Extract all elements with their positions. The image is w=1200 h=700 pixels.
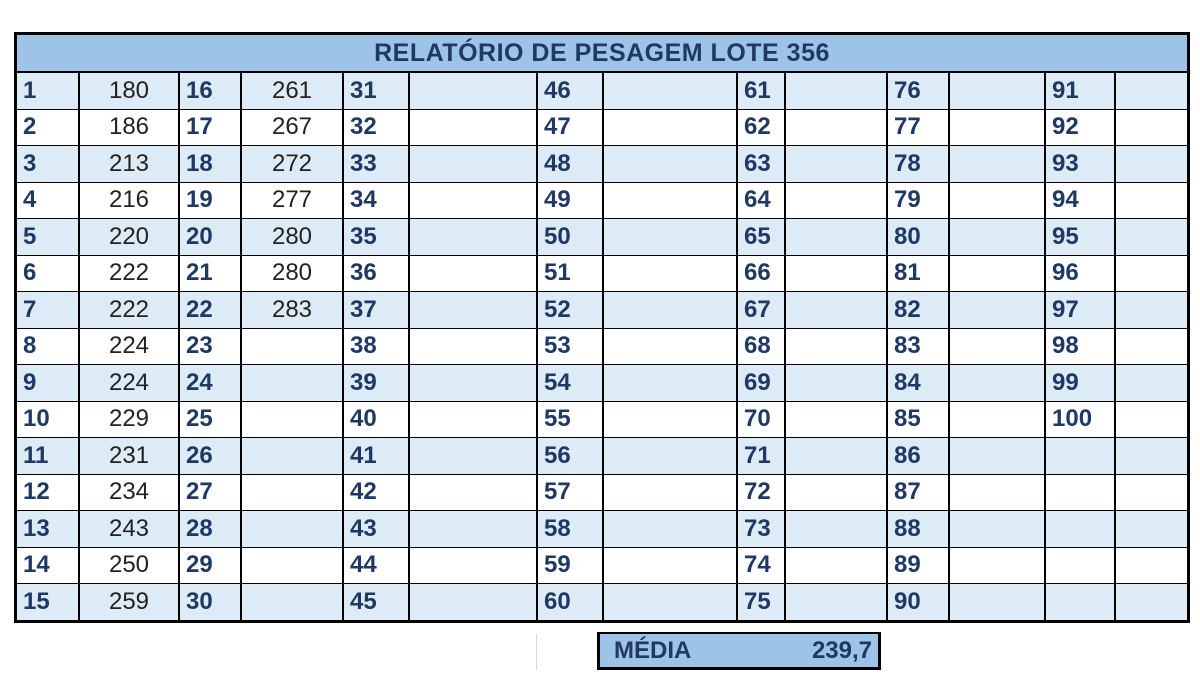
weight-value-cell (1115, 292, 1187, 329)
weight-value-cell (1115, 146, 1187, 183)
animal-number-cell: 93 (1045, 146, 1115, 183)
weight-value-cell (409, 109, 537, 146)
weight-value-cell: 280 (241, 219, 343, 256)
animal-number-cell: 23 (179, 328, 241, 365)
animal-number-cell: 22 (179, 292, 241, 329)
table-row (17, 109, 1187, 146)
weight-value-cell (949, 328, 1045, 365)
animal-number-cell: 61 (737, 73, 785, 109)
weight-value-cell (785, 438, 887, 475)
weight-value-cell: 186 (79, 109, 179, 146)
animal-number-cell: 77 (887, 109, 949, 146)
animal-number-cell: 80 (887, 219, 949, 256)
weight-value-cell (409, 292, 537, 329)
animal-number-cell: 30 (179, 584, 241, 620)
weight-value-cell (785, 219, 887, 256)
weight-value-cell: 259 (79, 584, 179, 620)
weight-value-cell: 261 (241, 73, 343, 109)
weight-value-cell (949, 584, 1045, 620)
average-box (597, 632, 881, 670)
animal-number-cell: 38 (343, 328, 409, 365)
weight-value-cell (241, 511, 343, 548)
animal-number-cell: 95 (1045, 219, 1115, 256)
animal-number-cell: 11 (17, 438, 79, 475)
animal-number-cell (1045, 474, 1115, 511)
weight-value-cell (603, 146, 737, 183)
weight-value-cell: 229 (79, 401, 179, 438)
weight-value-cell (785, 584, 887, 620)
weight-value-cell (1115, 584, 1187, 620)
weight-value-cell (603, 438, 737, 475)
animal-number-cell: 35 (343, 219, 409, 256)
animal-number-cell (1045, 438, 1115, 475)
weight-value-cell (409, 438, 537, 475)
animal-number-cell: 52 (537, 292, 603, 329)
weight-value-cell (1115, 219, 1187, 256)
weight-value-cell (409, 547, 537, 584)
weight-value-cell: 224 (79, 365, 179, 402)
table-row (17, 182, 1187, 219)
weight-value-cell (949, 73, 1045, 109)
animal-number-cell: 45 (343, 584, 409, 620)
animal-number-cell: 60 (537, 584, 603, 620)
weight-value-cell (241, 584, 343, 620)
weight-value-cell: 283 (241, 292, 343, 329)
weight-value-cell (409, 328, 537, 365)
animal-number-cell: 7 (17, 292, 79, 329)
weight-value-cell (603, 73, 737, 109)
weight-value-cell (1115, 365, 1187, 402)
animal-number-cell: 29 (179, 547, 241, 584)
weight-value-cell (949, 219, 1045, 256)
animal-number-cell: 6 (17, 255, 79, 292)
animal-number-cell: 2 (17, 109, 79, 146)
weight-value-cell (409, 182, 537, 219)
animal-number-cell: 83 (887, 328, 949, 365)
weight-value-cell (1115, 511, 1187, 548)
weight-value-cell (949, 511, 1045, 548)
animal-number-cell: 39 (343, 365, 409, 402)
animal-number-cell: 74 (737, 547, 785, 584)
weight-value-cell (1115, 73, 1187, 109)
divider-line (536, 634, 537, 670)
animal-number-cell: 46 (537, 73, 603, 109)
animal-number-cell: 67 (737, 292, 785, 329)
animal-number-cell: 54 (537, 365, 603, 402)
animal-number-cell: 59 (537, 547, 603, 584)
weight-value-cell: 280 (241, 255, 343, 292)
weight-value-cell (603, 401, 737, 438)
table-row (17, 365, 1187, 402)
animal-number-cell: 27 (179, 474, 241, 511)
animal-number-cell: 97 (1045, 292, 1115, 329)
weight-value-cell (1115, 109, 1187, 146)
animal-number-cell: 31 (343, 73, 409, 109)
weight-value-cell (785, 401, 887, 438)
weighing-report-sheet (14, 32, 1190, 623)
weight-value-cell (785, 292, 887, 329)
weight-value-cell (409, 474, 537, 511)
weight-value-cell (949, 292, 1045, 329)
animal-number-cell: 88 (887, 511, 949, 548)
animal-number-cell: 71 (737, 438, 785, 475)
animal-number-cell: 40 (343, 401, 409, 438)
weight-value-cell (1115, 401, 1187, 438)
animal-number-cell: 42 (343, 474, 409, 511)
weight-value-cell (603, 182, 737, 219)
animal-number-cell: 18 (179, 146, 241, 183)
weight-value-cell (1115, 474, 1187, 511)
animal-number-cell: 19 (179, 182, 241, 219)
animal-number-cell: 14 (17, 547, 79, 584)
weight-value-cell (409, 146, 537, 183)
animal-number-cell: 5 (17, 219, 79, 256)
weight-value-cell (409, 401, 537, 438)
weight-value-cell (785, 547, 887, 584)
weight-value-cell (785, 255, 887, 292)
table-row (17, 474, 1187, 511)
animal-number-cell: 17 (179, 109, 241, 146)
table-row (17, 146, 1187, 183)
weight-value-cell: 243 (79, 511, 179, 548)
animal-number-cell: 66 (737, 255, 785, 292)
table-row (17, 438, 1187, 475)
animal-number-cell: 99 (1045, 365, 1115, 402)
weighing-table (17, 73, 1187, 620)
animal-number-cell: 49 (537, 182, 603, 219)
weight-value-cell (785, 146, 887, 183)
animal-number-cell: 69 (737, 365, 785, 402)
animal-number-cell: 9 (17, 365, 79, 402)
animal-number-cell: 41 (343, 438, 409, 475)
animal-number-cell (1045, 584, 1115, 620)
weight-value-cell: 267 (241, 109, 343, 146)
table-row (17, 401, 1187, 438)
weight-value-cell (241, 547, 343, 584)
weight-value-cell (785, 365, 887, 402)
animal-number-cell: 48 (537, 146, 603, 183)
weight-value-cell: 213 (79, 146, 179, 183)
weight-value-cell (603, 365, 737, 402)
animal-number-cell: 26 (179, 438, 241, 475)
table-row (17, 511, 1187, 548)
animal-number-cell: 62 (737, 109, 785, 146)
weight-value-cell (1115, 182, 1187, 219)
animal-number-cell: 85 (887, 401, 949, 438)
weight-value-cell (241, 438, 343, 475)
animal-number-cell: 91 (1045, 73, 1115, 109)
animal-number-cell: 55 (537, 401, 603, 438)
weight-value-cell: 220 (79, 219, 179, 256)
table-row (17, 547, 1187, 584)
animal-number-cell: 72 (737, 474, 785, 511)
animal-number-cell: 100 (1045, 401, 1115, 438)
average-label: MÉDIA (614, 636, 692, 664)
weight-value-cell (785, 474, 887, 511)
animal-number-cell: 75 (737, 584, 785, 620)
animal-number-cell: 76 (887, 73, 949, 109)
animal-number-cell: 24 (179, 365, 241, 402)
animal-number-cell: 43 (343, 511, 409, 548)
weight-value-cell (785, 328, 887, 365)
table-row (17, 292, 1187, 329)
animal-number-cell: 36 (343, 255, 409, 292)
weight-value-cell (241, 474, 343, 511)
weight-value-cell (949, 146, 1045, 183)
animal-number-cell: 16 (179, 73, 241, 109)
animal-number-cell: 28 (179, 511, 241, 548)
table-row (17, 219, 1187, 256)
weight-value-cell (1115, 438, 1187, 475)
weight-value-cell (785, 73, 887, 109)
weight-value-cell (603, 255, 737, 292)
animal-number-cell (1045, 511, 1115, 548)
weight-value-cell: 222 (79, 255, 179, 292)
animal-number-cell: 63 (737, 146, 785, 183)
weight-value-cell: 231 (79, 438, 179, 475)
weight-value-cell: 234 (79, 474, 179, 511)
animal-number-cell: 10 (17, 401, 79, 438)
animal-number-cell: 65 (737, 219, 785, 256)
animal-number-cell: 84 (887, 365, 949, 402)
table-row (17, 584, 1187, 620)
weight-value-cell (409, 255, 537, 292)
animal-number-cell: 25 (179, 401, 241, 438)
weight-value-cell: 180 (79, 73, 179, 109)
animal-number-cell: 92 (1045, 109, 1115, 146)
weight-value-cell (949, 182, 1045, 219)
animal-number-cell: 70 (737, 401, 785, 438)
animal-number-cell: 12 (17, 474, 79, 511)
weight-value-cell (949, 109, 1045, 146)
animal-number-cell: 82 (887, 292, 949, 329)
animal-number-cell: 15 (17, 584, 79, 620)
weight-value-cell: 222 (79, 292, 179, 329)
animal-number-cell: 21 (179, 255, 241, 292)
weight-value-cell (785, 109, 887, 146)
table-row (17, 328, 1187, 365)
animal-number-cell: 58 (537, 511, 603, 548)
animal-number-cell: 73 (737, 511, 785, 548)
animal-number-cell: 78 (887, 146, 949, 183)
animal-number-cell: 57 (537, 474, 603, 511)
animal-number-cell: 33 (343, 146, 409, 183)
animal-number-cell: 32 (343, 109, 409, 146)
weight-value-cell (241, 365, 343, 402)
animal-number-cell: 86 (887, 438, 949, 475)
animal-number-cell (1045, 547, 1115, 584)
animal-number-cell: 89 (887, 547, 949, 584)
weight-value-cell (409, 73, 537, 109)
weight-value-cell (1115, 255, 1187, 292)
animal-number-cell: 50 (537, 219, 603, 256)
weight-value-cell (241, 328, 343, 365)
animal-number-cell: 34 (343, 182, 409, 219)
table-row (17, 255, 1187, 292)
animal-number-cell: 8 (17, 328, 79, 365)
animal-number-cell: 68 (737, 328, 785, 365)
weight-value-cell (603, 547, 737, 584)
animal-number-cell: 87 (887, 474, 949, 511)
average-value: 239,7 (811, 636, 872, 664)
table-row (17, 73, 1187, 109)
weight-value-cell (603, 219, 737, 256)
weight-value-cell (409, 584, 537, 620)
weight-value-cell (1115, 328, 1187, 365)
animal-number-cell: 1 (17, 73, 79, 109)
weight-value-cell: 272 (241, 146, 343, 183)
weight-value-cell (949, 365, 1045, 402)
weight-value-cell (603, 292, 737, 329)
weight-value-cell (603, 328, 737, 365)
weight-value-cell (603, 584, 737, 620)
weight-value-cell (409, 365, 537, 402)
weight-value-cell (949, 547, 1045, 584)
animal-number-cell: 20 (179, 219, 241, 256)
weight-value-cell (785, 182, 887, 219)
weight-value-cell (949, 474, 1045, 511)
animal-number-cell: 98 (1045, 328, 1115, 365)
weight-value-cell (409, 511, 537, 548)
report-title: RELATÓRIO DE PESAGEM LOTE 356 (17, 35, 1187, 73)
animal-number-cell: 44 (343, 547, 409, 584)
weight-value-cell (603, 109, 737, 146)
animal-number-cell: 90 (887, 584, 949, 620)
weight-value-cell (603, 474, 737, 511)
animal-number-cell: 37 (343, 292, 409, 329)
weight-value-cell (1115, 547, 1187, 584)
weight-value-cell (949, 438, 1045, 475)
animal-number-cell: 79 (887, 182, 949, 219)
animal-number-cell: 53 (537, 328, 603, 365)
weight-value-cell (409, 219, 537, 256)
weight-value-cell (949, 255, 1045, 292)
animal-number-cell: 13 (17, 511, 79, 548)
weight-value-cell (603, 511, 737, 548)
animal-number-cell: 4 (17, 182, 79, 219)
animal-number-cell: 47 (537, 109, 603, 146)
weight-value-cell (785, 511, 887, 548)
animal-number-cell: 81 (887, 255, 949, 292)
weight-value-cell: 216 (79, 182, 179, 219)
weight-value-cell: 224 (79, 328, 179, 365)
animal-number-cell: 51 (537, 255, 603, 292)
animal-number-cell: 64 (737, 182, 785, 219)
animal-number-cell: 94 (1045, 182, 1115, 219)
weight-value-cell (241, 401, 343, 438)
animal-number-cell: 3 (17, 146, 79, 183)
weight-value-cell (949, 401, 1045, 438)
animal-number-cell: 96 (1045, 255, 1115, 292)
weight-value-cell: 277 (241, 182, 343, 219)
weight-value-cell: 250 (79, 547, 179, 584)
animal-number-cell: 56 (537, 438, 603, 475)
